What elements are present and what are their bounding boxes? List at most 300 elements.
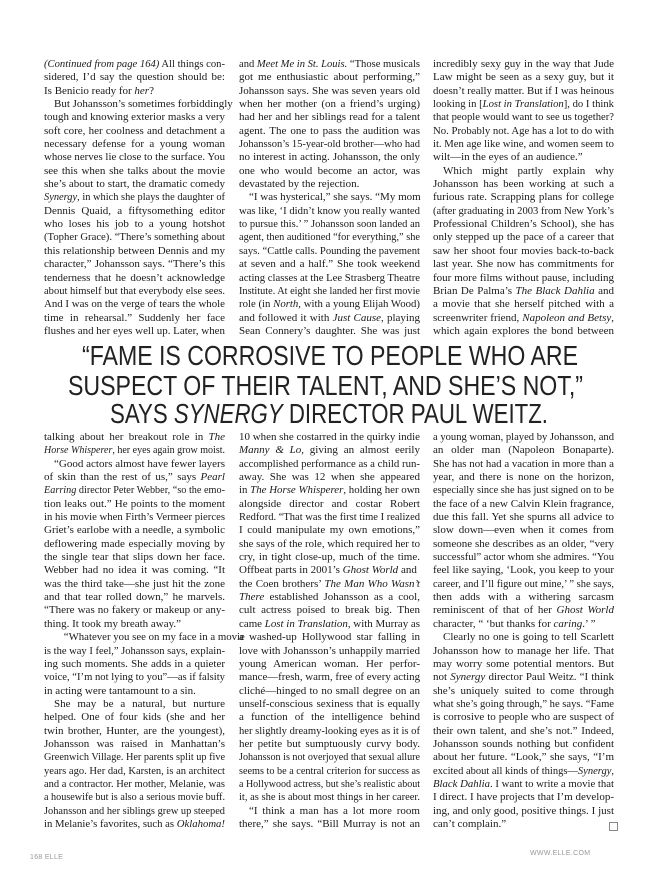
italic-title: North	[273, 298, 299, 311]
text-run: tion leaks out.” He points to the moment	[44, 497, 225, 510]
text-line	[433, 71, 614, 84]
text-line	[44, 312, 225, 325]
text-run: ], do I think	[563, 98, 614, 111]
text-line	[433, 818, 614, 831]
text-line	[433, 125, 614, 138]
text-run: in	[239, 484, 251, 497]
text-line	[239, 58, 420, 71]
text-run: which again explores the bond between	[433, 324, 614, 337]
text-line	[239, 325, 420, 338]
italic-title: Ghost World	[342, 564, 399, 577]
text-run: looking in [	[433, 98, 483, 111]
text-run: and followed it with	[239, 311, 333, 324]
text-line	[433, 285, 614, 298]
text-line	[239, 685, 420, 698]
text-run: may worry some potential mentors. But	[433, 657, 614, 670]
text-run: , her eyes again grow moist.	[112, 444, 225, 457]
text-line	[44, 791, 225, 804]
text-line	[433, 245, 614, 258]
text-run: Institute. At eight she landed her first movie	[239, 284, 420, 297]
text-line	[433, 471, 614, 484]
text-line	[239, 218, 420, 231]
text-line	[433, 98, 614, 111]
text-line	[433, 325, 614, 338]
text-run: character,” Johansson says. “There’s this	[44, 258, 225, 271]
text-line	[44, 272, 225, 285]
text-line	[44, 245, 225, 258]
text-run: saw her shoot four movies back-to-back	[433, 244, 614, 257]
text-line	[239, 312, 420, 325]
text-run: young American woman. Her perfor-	[239, 657, 420, 670]
italic-title: Meet Me in St. Louis.	[256, 58, 348, 70]
text-run: wilt—in the eyes of an audience.”	[433, 151, 583, 164]
text-run: Webber had no idea it was coming. “It	[44, 564, 225, 577]
text-line	[44, 578, 225, 591]
text-run: her slightly dreamy-looking eyes as it is of	[239, 724, 420, 737]
text-run: away. She was 12 when she appeared	[239, 471, 420, 484]
text-line	[433, 151, 614, 164]
italic-title: Synergy	[450, 671, 486, 684]
text-run: “I was hysterical,” she says. “My mom	[249, 191, 421, 204]
text-line	[239, 818, 420, 831]
text-run: can’t complain.”	[433, 817, 507, 830]
pull-quote-line	[82, 340, 578, 371]
text-line	[433, 591, 614, 604]
text-run: at seven and a half.” She took weekend	[239, 258, 420, 271]
text-run: Brian De Palma’s	[433, 284, 516, 297]
text-run: flushes and her eyes well up. Later, when	[44, 324, 225, 337]
text-run: to pursue this.’ ” Johansson soon landed an	[239, 218, 420, 231]
text-line	[44, 511, 225, 524]
italic-title: Ghost World	[556, 604, 614, 617]
text-line	[433, 111, 614, 124]
text-line	[44, 498, 225, 511]
text-run: time in rehearsal.” Suddenly her face	[44, 311, 225, 324]
text-line	[433, 458, 614, 471]
italic-title: Just Cause	[332, 311, 382, 324]
text-line	[44, 325, 225, 338]
text-line	[433, 191, 614, 204]
text-line	[239, 631, 420, 644]
text-line	[433, 564, 614, 577]
text-run: came	[239, 617, 265, 630]
article-column	[433, 431, 614, 831]
text-line	[433, 578, 614, 591]
italic-title: Horse Whisperer	[44, 444, 113, 457]
text-run: not	[433, 671, 451, 684]
text-run: a washed-up Hollywood star falling in	[239, 631, 420, 644]
text-run: , in which she plays the daughter of	[77, 191, 226, 204]
text-run: their own talent, and she’s not.” Indeed,	[433, 724, 614, 737]
text-line	[239, 791, 420, 804]
text-run: necessary defense for a young woman	[44, 138, 225, 151]
text-run: Johansson how to manage her life. That	[433, 644, 614, 657]
pull-quote-text: SAYS	[110, 398, 191, 429]
text-line	[44, 711, 225, 724]
italic-title: There	[239, 591, 265, 604]
text-run: .’ ”	[582, 617, 596, 630]
text-line	[433, 218, 614, 231]
text-run: tough and knowing exterior masks a very	[44, 111, 225, 124]
text-run: this relationship between Dennis and my	[44, 244, 225, 257]
text-run: accomplished performance as a child run-	[239, 457, 420, 470]
text-run: in Melanie’s favorites, such as	[44, 817, 177, 830]
text-line	[239, 618, 420, 631]
text-run: helped. One of four kids (she and her	[44, 711, 225, 724]
text-line	[433, 484, 614, 497]
article-column	[44, 58, 233, 338]
text-line	[239, 125, 420, 138]
text-line	[239, 138, 420, 151]
text-run: in acting were tantamount to a sin.	[44, 684, 196, 697]
text-line	[44, 618, 225, 631]
text-run: what she’s going through,” he says. “Fame	[433, 697, 614, 710]
text-line	[239, 538, 420, 551]
text-run: (Topher Grace). “There’s something about	[44, 231, 225, 244]
text-line	[44, 98, 233, 111]
text-line	[44, 205, 225, 218]
text-line	[433, 138, 614, 151]
text-run: slow down—even when it comes from	[433, 524, 614, 537]
text-line	[44, 751, 225, 764]
text-line	[239, 85, 420, 98]
text-run: last year. She now has commitments for	[433, 258, 614, 271]
text-run: cry, in tight close-up, much of the time.	[239, 551, 420, 564]
text-line	[44, 458, 225, 471]
text-run: incredibly sexy guy in the way that Jude	[433, 58, 614, 70]
text-line	[433, 444, 614, 457]
text-run: acting classes at the Lee Strasberg Theatre	[239, 271, 420, 284]
text-run: (after graduating in 2003 from New York’s	[433, 204, 614, 217]
text-run: says. “Cattle calls. Pounding the pavement	[239, 244, 420, 257]
text-run: she’s uniquely suited to come through	[433, 684, 614, 697]
text-run: twin brother, Hunter, are the youngest),	[44, 724, 225, 737]
text-run: Griet’s earlobe with a needle, a symbolic	[44, 524, 225, 537]
text-line	[44, 551, 225, 564]
pull-quote-text: SUSPECT OF THEIR TALENT, AND SHE’S NOT,”	[68, 370, 583, 401]
text-run: “I think a man has a lot more room	[249, 804, 420, 817]
text-line	[239, 524, 420, 537]
text-run: excited about all kinds of things—	[433, 764, 578, 777]
italic-title: The	[208, 431, 225, 443]
italic-title: Napoleon and Betsy	[522, 311, 612, 324]
text-line	[239, 725, 420, 738]
text-line	[44, 165, 225, 178]
text-run: she’s about to start, the dramatic comedy	[44, 178, 225, 191]
text-run: Dennis Quaid, a fiftysomething editor	[44, 204, 225, 217]
text-line	[239, 484, 420, 497]
text-run: the single tear that slips down her face.	[44, 551, 225, 564]
text-run: ing such moments. She adds in a quieter	[44, 657, 225, 670]
text-line	[44, 125, 225, 138]
text-run: “Whatever you see on my face in a movie	[63, 631, 245, 644]
text-run: “Those musicals	[347, 58, 420, 70]
text-run: deflowering made especially moving by	[44, 537, 225, 550]
text-run: voice, “I’m not lying to you”—as if falsity	[44, 671, 225, 684]
text-line	[433, 765, 614, 778]
text-run: who loses his job to a young hotshot	[44, 218, 225, 231]
text-line	[433, 725, 614, 738]
text-line	[239, 551, 420, 564]
pull-quote-text: DIRECTOR PAUL WEITZ.	[282, 398, 617, 429]
text-run: Johansson says. She was seven years old	[239, 84, 420, 97]
text-run: , playing	[381, 311, 420, 324]
text-run: about her future. “Look,” she says, “I’m	[433, 751, 614, 764]
text-run: cult actress poised to break big. Then	[239, 604, 420, 617]
text-run: unself-conscious sexiness that is equally	[239, 697, 420, 710]
text-line	[44, 85, 225, 98]
text-line	[239, 765, 420, 778]
text-line	[433, 551, 614, 564]
text-line	[433, 604, 614, 617]
text-line	[44, 524, 225, 537]
text-run: Johansson sounds nothing but confident	[433, 737, 614, 750]
text-run: Greenwich Village. Her parents split up five	[44, 751, 225, 764]
text-run: character, “ ‘but thanks for	[433, 617, 554, 630]
text-run: ,	[611, 311, 614, 324]
text-run: about himself but that everybody else sees.	[44, 284, 225, 297]
italic-title: Lost in Translation	[264, 617, 348, 630]
text-line	[433, 658, 614, 671]
text-run: Johansson is not overjoyed that sexual allure	[239, 751, 420, 764]
italic-title: The Horse Whisperer	[250, 484, 344, 497]
text-run: agent, then auditioned “for everything,” she	[239, 231, 420, 244]
text-run: agent. The one to pass the audition was	[239, 124, 420, 137]
text-run: 10 when she costarred in the quirky indie	[239, 431, 420, 443]
text-run: Offbeat parts in 2001’s	[239, 564, 343, 577]
text-run: furious rate. Scrapping plans for college	[433, 191, 614, 204]
text-line	[44, 671, 225, 684]
text-run: tenderness that he doesn’t acknowledge	[44, 271, 225, 284]
text-line	[433, 272, 614, 285]
text-line	[44, 231, 225, 244]
text-line	[44, 178, 225, 191]
text-run: Sean Connery’s daughter. She was just	[239, 324, 420, 337]
text-line	[433, 751, 614, 764]
text-run: Redford. “That was the first time I realized	[239, 511, 420, 524]
text-line	[433, 618, 614, 631]
text-line	[433, 805, 614, 818]
text-run: Johansson has been working at such a	[433, 178, 614, 191]
text-line	[44, 218, 225, 231]
text-run: due this fall. Yet she spurns all advice to	[433, 511, 614, 524]
text-run: a Hollywood actress, but she’s realistic about	[239, 777, 420, 790]
text-run: year, and there is none on the horizon,	[433, 471, 614, 484]
text-line	[44, 725, 225, 738]
text-line	[44, 631, 245, 644]
text-line	[239, 191, 420, 204]
italic-title: Black Dahlia	[433, 777, 490, 790]
text-line	[239, 511, 420, 524]
italic-title: (Continued from page 164)	[44, 58, 160, 70]
text-line	[239, 71, 420, 84]
text-line	[44, 658, 225, 671]
text-run: mance—fresh, warm, free of every acting	[239, 671, 420, 684]
text-run: and that tear rolled down,” he marvels.	[44, 591, 225, 604]
text-run: a movie that she herself pitched with a	[433, 298, 614, 311]
text-run: of skin than the rest of us,” says	[44, 471, 201, 484]
pull-quote-line	[110, 398, 617, 429]
website-url: WWW.ELLE.COM	[530, 850, 591, 857]
text-run: especially since she has just signed on to be	[433, 484, 614, 497]
text-line	[239, 778, 420, 791]
text-run: and	[594, 284, 614, 297]
text-line	[433, 58, 614, 71]
text-run: when her mother (on a friend’s urging)	[239, 98, 420, 111]
text-run: , with Murray as	[347, 617, 420, 630]
text-line	[44, 778, 225, 791]
text-line	[433, 685, 614, 698]
text-line	[239, 98, 420, 111]
text-run: ,	[611, 764, 614, 777]
text-run: I direct. I have projects that I’m develop-	[433, 791, 614, 804]
text-run: Johansson and her siblings grew up steeped	[44, 804, 225, 817]
italic-title: Oklahoma!	[176, 817, 225, 830]
text-line	[44, 818, 225, 831]
text-line	[239, 272, 420, 285]
text-run: Which might partly explain why	[443, 164, 614, 177]
text-line	[239, 165, 420, 178]
text-run: she says of the role, which required her to	[239, 537, 420, 550]
text-line	[44, 285, 225, 298]
page-number-label: 168 ELLE	[30, 854, 64, 861]
text-run: Johansson’s 15-year-old brother—who had	[239, 138, 420, 151]
italic-title: Lost in Translation	[482, 98, 564, 111]
text-run: role (in	[239, 298, 274, 311]
text-line	[433, 231, 614, 244]
text-run: seems to be a central criterion for success as	[239, 764, 420, 777]
text-run: and	[239, 58, 257, 70]
text-run: had her and her siblings read for a talent	[239, 111, 420, 124]
text-line	[239, 205, 420, 218]
text-line	[239, 231, 420, 244]
text-line	[433, 431, 614, 444]
text-line	[433, 258, 614, 271]
text-run: see this when she talks about the movie	[44, 164, 225, 177]
text-line	[433, 738, 614, 751]
text-run: established Johansson as a cool,	[264, 591, 420, 604]
text-line	[239, 671, 420, 684]
italic-title: Manny & Lo	[239, 444, 302, 457]
article-column	[239, 431, 420, 831]
text-run: years ago. Her dad, Karsten, is an architect	[44, 764, 225, 777]
text-run: And I was on the verge of tears the whole	[44, 298, 225, 311]
text-run: No. Probably not. Age has a lot to do with	[433, 124, 614, 137]
article-column	[44, 431, 245, 831]
text-run: then adds with a withering sarcasm	[433, 591, 614, 604]
text-line	[433, 645, 614, 658]
text-run: talking about her breakout role in	[44, 431, 209, 443]
text-run: that people would want to see us together?	[433, 111, 614, 124]
text-run: feel like saying, ‘Look, you keep to your	[433, 564, 614, 577]
text-run: and a contractor. Her mother, Melanie, was	[44, 777, 225, 790]
text-line	[239, 658, 420, 671]
text-run: four more films without pause, including	[433, 271, 614, 284]
text-line	[239, 431, 420, 444]
text-line	[239, 285, 420, 298]
text-run: Clearly no one is going to tell Scarlett	[443, 631, 614, 644]
text-line	[44, 591, 225, 604]
text-run: is the way I feel,” Johansson says, explain-	[44, 644, 225, 657]
text-line	[44, 604, 225, 617]
end-of-article-mark	[609, 822, 618, 831]
italic-title: her	[134, 84, 150, 97]
text-run: and	[398, 564, 417, 577]
text-line	[44, 471, 225, 484]
text-line	[433, 511, 614, 524]
italic-title: The Black Dahlia	[515, 284, 595, 297]
text-run: no interest in acting. Johansson, the only	[239, 151, 420, 164]
text-line	[44, 191, 225, 204]
text-line	[433, 178, 614, 191]
text-line	[44, 111, 225, 124]
italic-title: The Man Who Wasn’t	[324, 577, 420, 590]
text-run: the face of a new Calvin Klein fragrance,	[433, 497, 614, 510]
italic-title: Synergy	[44, 191, 78, 204]
text-run: I could manipulate my own emotions,”	[239, 524, 420, 537]
text-run: in his movie when Firth’s Vermeer pierces	[44, 511, 225, 524]
text-run: , with a young Elijah Wood)	[298, 298, 420, 311]
text-line	[239, 444, 420, 457]
text-run: whose nerves lie close to the surface. You	[44, 151, 225, 164]
text-run: successful” actor whom she admires. “You	[433, 551, 614, 564]
text-run: Law might be seen as a sexy guy, but it	[433, 71, 614, 84]
text-line	[44, 538, 225, 551]
text-run: Is Benicio ready for	[44, 84, 135, 97]
text-line	[239, 591, 420, 604]
text-run: “Good actors almost have fewer layers	[54, 457, 225, 470]
text-line	[239, 178, 420, 191]
text-line	[239, 645, 420, 658]
text-line	[433, 671, 614, 684]
text-run: one who would become an actor, was	[239, 164, 420, 177]
text-run: a young woman, played by Johansson, and	[433, 431, 614, 443]
text-run: But Johansson’s sometimes forbiddingly	[54, 98, 233, 111]
text-run: career, and I’ll figure out mine,’ ” she says,	[433, 577, 614, 590]
text-line	[44, 138, 225, 151]
pull-quote-italic: SYNERGY	[173, 398, 311, 429]
text-run: ing, and only good, positive things. I just	[433, 804, 614, 817]
text-line	[239, 471, 420, 484]
text-line	[44, 258, 225, 271]
italic-title: Pearl	[200, 471, 225, 484]
text-line	[239, 711, 420, 724]
text-line	[239, 498, 420, 511]
text-line	[239, 751, 420, 764]
text-line	[433, 631, 614, 644]
text-run: director Peter Webber, “so the emo-	[76, 484, 226, 497]
text-line	[44, 805, 225, 818]
text-line	[239, 458, 420, 471]
text-run: , giving an almost eerily	[301, 444, 420, 457]
text-run: thing. It took my breath away.”	[44, 617, 182, 630]
text-run: sidered, I’d say the question should be:	[44, 71, 225, 84]
text-line	[433, 85, 614, 98]
text-run: it, as she is about most things in her career.	[239, 791, 420, 804]
text-run: devastated by the rejection.	[239, 178, 360, 191]
text-run: She has not had a vacation in more than a	[433, 457, 614, 470]
text-run: an older man (Napoleon Bonaparte).	[433, 444, 614, 457]
text-line	[239, 564, 420, 577]
text-run: only stepped up the pace of a career that	[433, 231, 614, 244]
text-line	[239, 738, 420, 751]
text-line	[239, 245, 420, 258]
text-line	[433, 778, 614, 791]
text-run: screenwriter friend,	[433, 311, 523, 324]
text-line	[239, 151, 420, 164]
text-line	[433, 205, 614, 218]
text-line	[44, 645, 225, 658]
